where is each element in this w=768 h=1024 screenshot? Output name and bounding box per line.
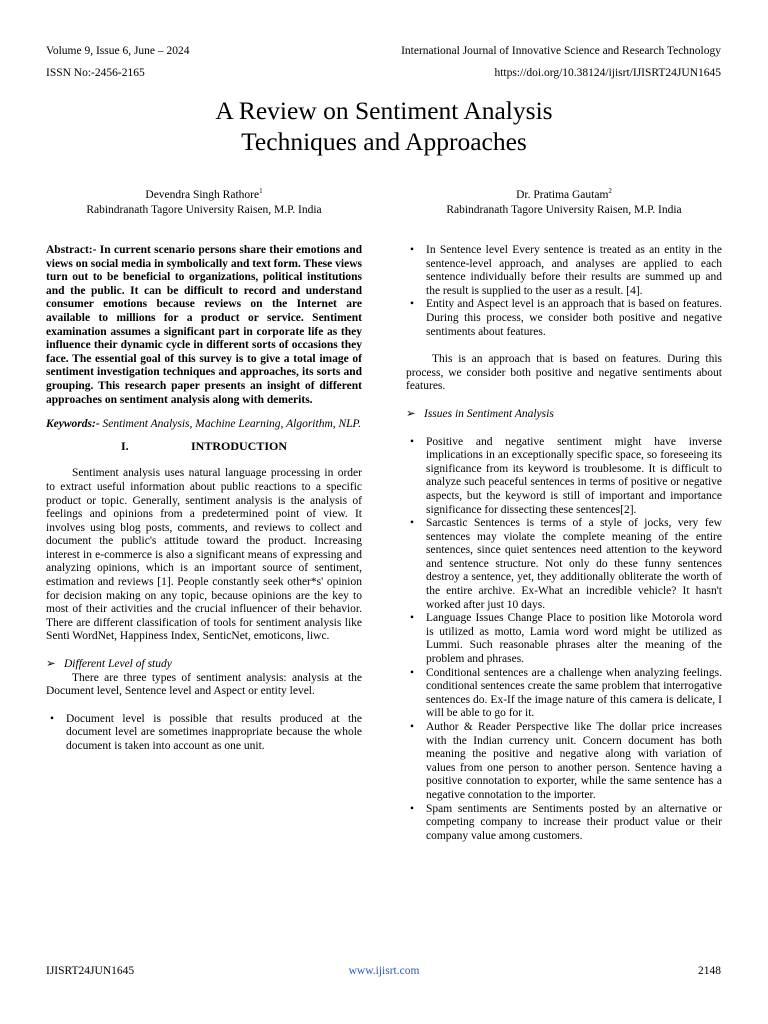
bullet-icon: • <box>410 721 415 733</box>
bullet-icon: • <box>410 517 415 530</box>
author-2-affiliation: Rabindranath Tagore University Raisen, M.P. India <box>446 204 682 216</box>
author-1-affiliation: Rabindranath Tagore University Raisen, M.P. India <box>86 204 322 216</box>
footer-page-number: 2148 <box>698 965 721 977</box>
journal-name: International Journal of Innovative Science and Research Technology <box>401 45 721 57</box>
list-item: • Document level is possible that results produced at the document level are sometimes inappropriate because the whole document is taken into account as one unit. <box>50 712 362 752</box>
section-title: INTRODUCTION <box>190 438 287 453</box>
levels-list-continued <box>406 244 722 339</box>
list-item: • In Sentence level Every sentence is treated as an entity in the sentence-level approach, and analyses are applied to each sentence individually before their results are summed up and the result is supplied to the user as a result. [4]. <box>410 244 722 297</box>
list-item: • Positive and negative sentiment might have inverse implications in an exceptionally specific space, so foreseeing its significance from its keyword is troublesome. It is difficult to analyze such peaceful sentences in terms of positive or negative aspects, but the keyword is still of important and importance significance for dissecting these sentences[2]. <box>410 435 722 516</box>
doi-link[interactable]: https://doi.org/10.38124/ijisrt/IJISRT24JUN1645 <box>494 67 721 79</box>
list-item: • Conditional sentences are a challenge when analyzing feelings. conditional sentences create the same problem that interrogative sentences do. Ex-If the image nature of this camera is delicate, I will be able to go for it. <box>410 666 722 720</box>
title-line-2: Techniques and Approaches <box>241 127 527 156</box>
levels-paragraph: There are three types of sentiment analysis: analysis at the Document level, Sentence level and Aspect or entity level. <box>46 671 362 698</box>
issues-list <box>406 436 722 844</box>
arrow-bullet-icon: ➢ <box>406 407 416 420</box>
list-item: • Sarcastic Sentences is terms of a style of jocks, very few sentences may violate the complete meaning of the entire sentences, since quiet sentences need attention to the keyword and sentence structure. Not only do these funny sentences destroy a sentence, yet, they additionally obliterate the worth of the entire archive. Ex-What an incredible vehicle? It hasn't worked after just 10 days. <box>410 517 722 611</box>
bullet-icon: • <box>410 666 415 679</box>
section-heading-introduction <box>46 440 362 454</box>
footer-paper-id: IJISRT24JUN1645 <box>46 965 135 977</box>
arrow-bullet-icon: ➢ <box>46 658 56 671</box>
bullet-icon: • <box>410 802 415 815</box>
subheading-levels-text: Different Level of study <box>64 658 172 671</box>
paper-title <box>0 95 768 157</box>
author-1-sup: 1 <box>259 187 263 195</box>
keywords-text: Sentiment Analysis, Machine Learning, Algorithm, NLP. <box>99 418 361 431</box>
author-2-name: Dr. Pratima Gautam <box>516 189 609 201</box>
list-item: • Language Issues Change Place to position like Motorola word is utilized as motto, Lamia word word might be utilized as Lummi. Such reasonable phrases alter the meaning of the problem and phrases. <box>410 612 722 666</box>
bullet-icon: • <box>50 712 55 725</box>
author-1-name: Devendra Singh Rathore <box>145 189 260 201</box>
subheading-levels <box>46 658 362 672</box>
bullet-icon: • <box>410 435 415 448</box>
right-column <box>406 244 722 843</box>
subheading-issues <box>406 408 722 422</box>
bullet-icon: • <box>410 244 415 256</box>
title-line-1: A Review on Sentiment Analysis <box>215 96 553 125</box>
keywords-label: Keywords:- <box>46 418 100 431</box>
list-item: • Entity and Aspect level is an approach that is based on features. During this process, we consider both positive and negative sentiments about features. <box>410 298 722 338</box>
list-item: • Spam sentiments are Sentiments posted by an alternative or competing company to increase their product value or their company value among customers. <box>410 802 722 842</box>
abstract: Abstract:- In current scenario persons share their emotions and views on social media in symbolically and text form. These views turn out to be beneficial to organizations, political institutions and the public. It can be difficult to record and understand consumer emotions because reviews on the Internet are available to millions for a product or service. Sentiment examination assumes a significant part in corporate life as they influence their dynamic cycle in different sorts of occasions they face. The essential goal of this survey is to give a total image of sentiment investigation techniques and approaches, its sorts and grouping. This research paper presents an insight of different approaches on sentiment analysis along with demerits. <box>46 244 362 406</box>
journal-volume: Volume 9, Issue 6, June – 2024 <box>46 45 190 57</box>
subheading-issues-text: Issues in Sentiment Analysis <box>424 407 554 420</box>
left-column <box>46 244 362 754</box>
list-item: • Author & Reader Perspective like The dollar price increases with the Indian currency unit. Concern document has both meaning the positive and negative along with variation of values from one person to another person. Sentence having a positive connotation to exporter, while the same sentence has a negative connotation to the importer. <box>410 721 722 801</box>
bullet-icon: • <box>410 298 415 311</box>
keywords <box>46 418 362 432</box>
intro-paragraph: Sentiment analysis uses natural language processing in order to extract useful information about public reactions to a specific product or topic. Generally, sentiment analysis is the analysis of feelings and opinions from a predetermined point of view. It involves using blog posts, comments, and reviews to collect and document the public's attitude toward the product. Increasing interest in e-commerce is also a significant means of expressing and analyzing opinions, which is an important source of sentiment, estimation and reviews [1]. People constantly seek other*s' opinion for decision making on any topic, because opinions are the key to most of their activities and the crucial influencer of their behavior. There are different classification of tools for sentiment analysis like Senti WordNet, Happiness Index, SenticNet, emoticons, liwc. <box>46 467 362 643</box>
levels-list <box>46 713 362 754</box>
section-number: I. <box>120 438 129 453</box>
issn: ISSN No:-2456-2165 <box>46 67 145 79</box>
author-1 <box>46 188 362 218</box>
footer-website-link[interactable]: www.ijisrt.com <box>348 965 420 977</box>
bullet-icon: • <box>410 612 415 625</box>
features-paragraph: This is an approach that is based on features. During this process, we consider both positive and negative sentiments about features. <box>406 353 722 393</box>
author-2-sup: 2 <box>608 187 612 195</box>
author-2 <box>406 188 722 218</box>
